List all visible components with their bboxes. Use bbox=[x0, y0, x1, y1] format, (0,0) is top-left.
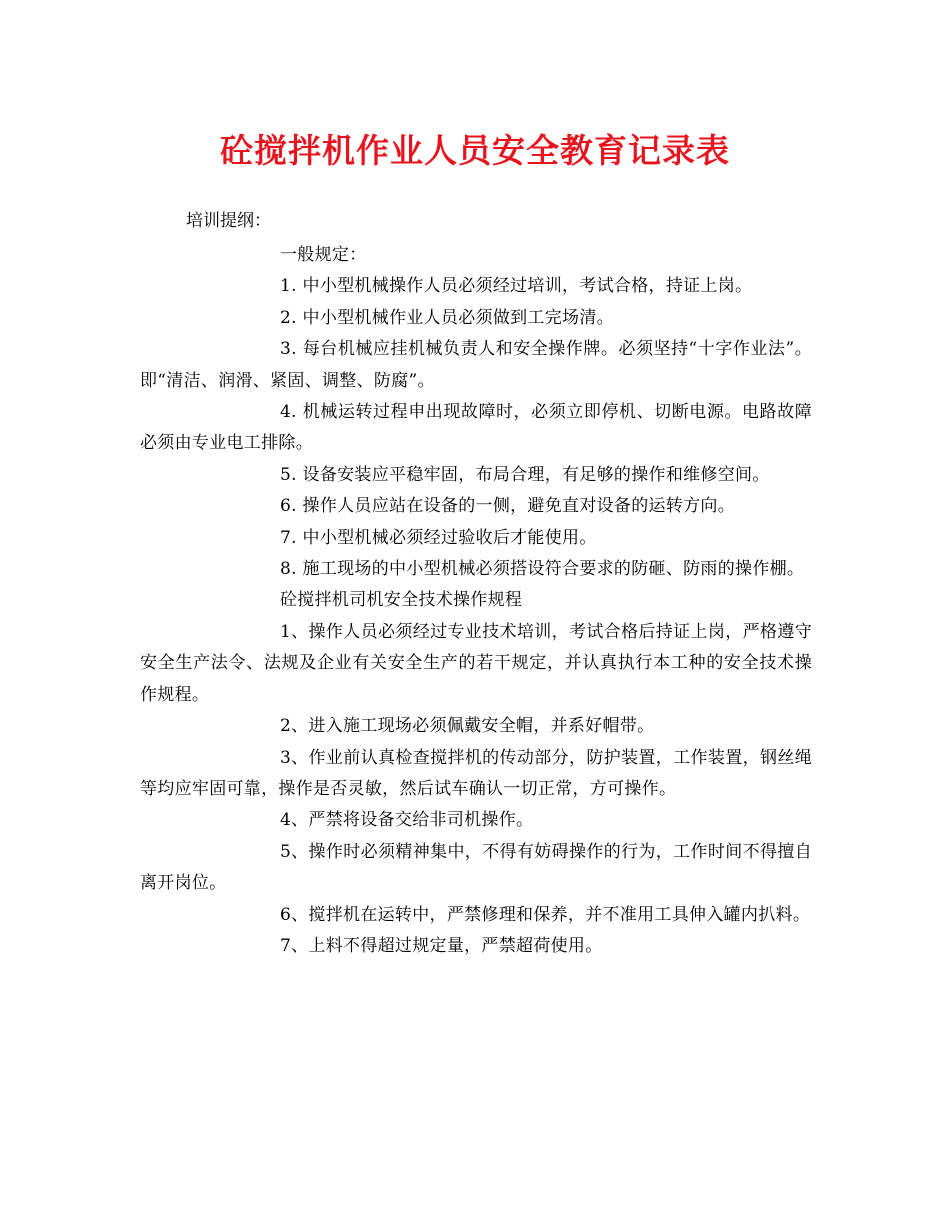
operation-rule-item: 1、操作人员必须经过专业技术培训，考试合格后持证上岗，严格遵守安全生产法令、法规及企业有关安全生产的若干规定，并认真执行本工种的安全技术操作规程。 bbox=[140, 621, 812, 705]
general-rule-item: 6. 操作人员应站在设备的一侧，避免直对设备的运转方向。 bbox=[280, 496, 736, 517]
general-rule-item: 8. 施工现场的中小型机械必须搭设符合要求的防砸、防雨的操作棚。 bbox=[280, 559, 805, 580]
general-rule-item: 4. 机械运转过程申出现故障时，必须立即停机、切断电源。电路故障必须由专业电工排除。 bbox=[140, 402, 812, 454]
general-rule-item: 7. 中小型机械必须经过验收后才能使用。 bbox=[280, 527, 597, 548]
operation-rule-item: 5、操作时必须精神集中，不得有妨碍操作的行为，工作时间不得擅自离开岗位。 bbox=[140, 841, 812, 894]
general-rule-item: 1. 中小型机械操作人员必须经过培训，考试合格，持证上岗。 bbox=[280, 276, 753, 297]
document-title: 砼搅拌机作业人员安全教育记录表 bbox=[220, 131, 730, 170]
section-heading-operation: 砼搅拌机司机安全技术操作规程 bbox=[280, 590, 523, 611]
operation-rule-item: 3、作业前认真检查搅拌机的传动部分，防护装置，工作装置，钢丝绳等均应牢固可靠，操作是否灵敏，然后试车确认一切正常，方可操作。 bbox=[140, 747, 812, 799]
section-heading-general: 一般规定： bbox=[280, 245, 367, 265]
operation-rule-item: 7、上料不得超过规定量，严禁超荷使用。 bbox=[280, 935, 603, 956]
general-rule-item: 5. 设备安装应平稳牢固，布局合理，有足够的操作和维修空间。 bbox=[280, 464, 770, 485]
operation-rule-item: 6、搅拌机在运转中，严禁修理和保养，并不准用工具伸入罐内扒料。 bbox=[280, 904, 811, 925]
operation-rule-item: 4、严禁将设备交给非司机操作。 bbox=[280, 810, 534, 831]
general-rule-item: 3. 每台机械应挂机械负责人和安全操作牌。必须坚持“十字作业法”。即“清洁、润滑、紧固、调整、防腐”。 bbox=[140, 339, 812, 391]
general-rule-item: 2. 中小型机械作业人员必须做到工完场清。 bbox=[280, 307, 614, 328]
operation-rule-item: 2、进入施工现场必须佩戴安全帽，并系好帽带。 bbox=[280, 716, 655, 737]
outline-label: 培训提纲： bbox=[186, 211, 271, 231]
document-body bbox=[140, 240, 812, 962]
